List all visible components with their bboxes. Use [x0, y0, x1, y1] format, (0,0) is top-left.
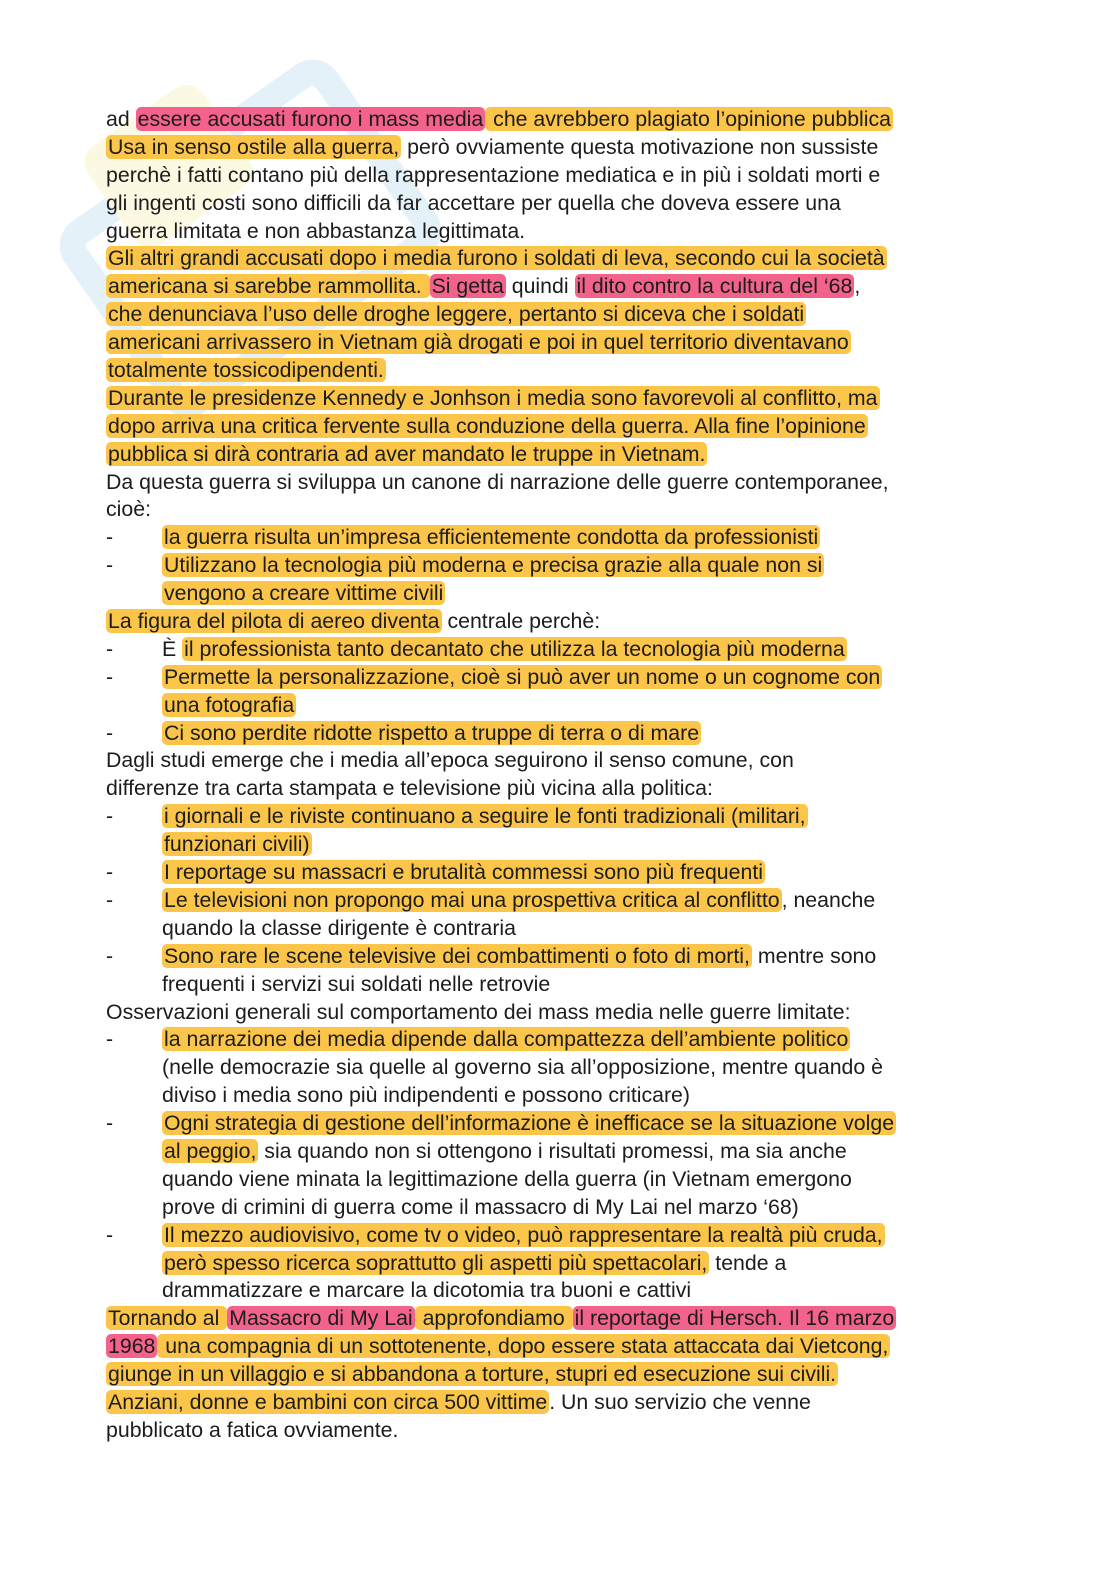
- list-item: [106, 859, 1026, 887]
- text-line: [106, 608, 1026, 636]
- text-run: È: [162, 636, 183, 661]
- highlight-yellow: Ogni strategia di gestione dell’informazione è inefficace se la situazione volge: [164, 1111, 895, 1136]
- list-item: [106, 552, 1026, 580]
- text-line: [106, 1333, 1026, 1361]
- highlight-yellow: I reportage su massacri e brutalità commessi sono più frequenti: [164, 860, 763, 885]
- bullet-dash: -: [106, 720, 114, 745]
- highlight-yellow: americani arrivassero in Vietnam già drogati e poi in quel territorio diventavano: [108, 330, 849, 355]
- list-item-continuation: drammatizzare e marcare la dicotomia tra buoni e cattivi: [162, 1278, 692, 1303]
- document-page: [106, 106, 1026, 1445]
- highlight-pink: Massacro di My Lai: [229, 1306, 413, 1331]
- text-line: [106, 134, 1026, 162]
- list-item: [106, 1222, 1026, 1250]
- highlight-yellow: La figura del pilota di aereo diventa: [108, 609, 440, 634]
- text-line: [106, 1305, 1026, 1333]
- text-line: [106, 273, 1026, 301]
- list-item: [106, 524, 1026, 552]
- bullet-dash: -: [106, 860, 114, 885]
- list-item: [106, 887, 1026, 915]
- list-item-continuation: quando la classe dirigente è contraria: [162, 915, 516, 940]
- text-line: [106, 1361, 1026, 1389]
- text-line: guerra limitata e non abbastanza legittimata.: [106, 218, 526, 243]
- bullet-dash: -: [106, 525, 114, 550]
- text-line: [106, 329, 1026, 357]
- text-line: [106, 413, 1026, 441]
- text-run: , neanche: [781, 887, 876, 912]
- highlight-pink: Si getta: [431, 274, 504, 299]
- list-item-continuation: (nelle democrazie sia quelle al governo sia all’opposizione, mentre quando è: [162, 1055, 883, 1080]
- highlight-yellow: Usa in senso ostile alla guerra,: [108, 134, 400, 159]
- highlight-yellow: una compagnia di un sottotenente, dopo essere stata attaccata dai Vietcong,: [159, 1334, 889, 1359]
- highlight-yellow: totalmente tossicodipendenti.: [108, 358, 384, 383]
- highlight-yellow: una fotografia: [164, 692, 295, 717]
- highlight-yellow: Durante le presidenze Kennedy e Jonhson i media sono favorevoli al conflitto, ma: [108, 385, 878, 410]
- highlight-yellow: la guerra risulta un’impresa efficientemente condotta da professionisti: [164, 525, 819, 550]
- list-item: [106, 720, 1026, 748]
- list-item-continuation: [106, 1138, 1026, 1166]
- highlight-yellow: Il mezzo audiovisivo, come tv o video, può rappresentare la realtà più cruda,: [164, 1222, 883, 1247]
- highlight-yellow: giunge in un villaggio e si abbandona a torture, stupri ed esecuzione sui civili.: [108, 1362, 837, 1387]
- list-item: [106, 1110, 1026, 1138]
- highlight-yellow: che denunciava l’uso delle droghe leggere, pertanto si diceva che i soldati: [108, 302, 805, 327]
- text-run: quindi: [505, 274, 575, 299]
- text-line: [106, 106, 1026, 134]
- list-item: [106, 1026, 1026, 1054]
- text-line: Osservazioni generali sul comportamento dei mass media nelle guerre limitate:: [106, 999, 851, 1024]
- highlight-yellow: Sono rare le scene televisive dei combattimenti o foto di morti,: [164, 943, 750, 968]
- highlight-yellow: Ci sono perdite ridotte rispetto a truppe di terra o di mare: [164, 720, 700, 745]
- highlight-yellow: Tornando al: [108, 1306, 226, 1331]
- highlight-yellow: Utilizzano la tecnologia più moderna e precisa grazie alla quale non si: [164, 553, 823, 578]
- highlight-yellow: pubblica si dirà contraria ad aver mandato le truppe in Vietnam.: [108, 441, 706, 466]
- highlight-yellow: Le televisioni non propongo mai una prospettiva critica al conflitto: [164, 887, 780, 912]
- list-item-continuation: [106, 1250, 1026, 1278]
- text-run: mentre sono: [751, 943, 877, 968]
- highlight-yellow: funzionari civili): [164, 832, 310, 857]
- text-run: sia quando non si ottengono i risultati promessi, ma sia anche: [258, 1138, 847, 1163]
- bullet-dash: -: [106, 664, 114, 689]
- list-item: [106, 943, 1026, 971]
- text-run: ad: [106, 107, 136, 131]
- bullet-dash: -: [106, 804, 114, 829]
- text-run: centrale perchè:: [441, 609, 601, 634]
- highlight-pink: essere accusati furono i mass media: [137, 107, 484, 131]
- list-item-continuation: diviso i media sono più indipendenti e possono criticare): [162, 1083, 690, 1108]
- text-run: tende a: [709, 1250, 787, 1275]
- list-item-continuation: frequenti i servizi sui soldati nelle retrovie: [162, 971, 551, 996]
- list-item: [106, 664, 1026, 692]
- text-run: però ovviamente questa motivazione non sussiste: [401, 134, 879, 159]
- bullet-dash: -: [106, 1111, 114, 1136]
- highlight-pink: il dito contro la cultura del ‘68: [576, 274, 853, 299]
- highlight-yellow: però spesso ricerca soprattutto gli aspetti più spettacolari,: [164, 1250, 708, 1275]
- list-item-continuation: quando viene minata la legittimazione della guerra (in Vietnam emergono: [162, 1166, 852, 1191]
- bullet-dash: -: [106, 1222, 114, 1247]
- text-line: [106, 441, 1026, 469]
- bullet-dash: -: [106, 1027, 114, 1052]
- bullet-dash: -: [106, 553, 114, 578]
- bullet-dash: -: [106, 943, 114, 968]
- text-line: gli ingenti costi sono difficili da far accettare per quella che doveva essere una: [106, 190, 841, 215]
- text-line: pubblicato a fatica ovviamente.: [106, 1417, 399, 1442]
- list-item-continuation: [106, 692, 1026, 720]
- highlight-yellow: il professionista tanto decantato che utilizza la tecnologia più moderna: [184, 636, 845, 661]
- highlight-pink: 1968: [108, 1334, 156, 1359]
- text-line: [106, 245, 1026, 273]
- text-line: Dagli studi emerge che i media all’epoca seguirono il senso comune, con: [106, 748, 794, 773]
- highlight-pink: il reportage di Hersch. Il 16 marzo: [574, 1306, 895, 1331]
- text-run: . Un suo servizio che venne: [549, 1389, 811, 1414]
- highlight-yellow: Permette la personalizzazione, cioè si può aver un nome o un cognome con: [164, 664, 881, 689]
- highlight-yellow: al peggio,: [164, 1138, 257, 1163]
- text-line: Da questa guerra si sviluppa un canone di narrazione delle guerre contemporanee,: [106, 469, 889, 494]
- text-line: [106, 1389, 1026, 1417]
- list-item-continuation: [106, 580, 1026, 608]
- list-item: [106, 803, 1026, 831]
- text-line: perchè i fatti contano più della rappresentazione mediatica e in più i soldati morti e: [106, 162, 881, 187]
- highlight-yellow: che avrebbero plagiato l’opinione pubblica: [487, 107, 891, 131]
- text-line: cioè:: [106, 497, 151, 522]
- text-line: differenze tra carta stampata e televisione più vicina alla politica:: [106, 776, 713, 801]
- highlight-yellow: Gli altri grandi accusati dopo i media furono i soldati di leva, secondo cui la società: [108, 246, 885, 271]
- highlight-yellow: i giornali e le riviste continuano a seguire le fonti tradizionali (militari,: [164, 804, 806, 829]
- highlight-yellow: dopo arriva una critica fervente sulla conduzione della guerra. Alla fine l’opinione: [108, 413, 866, 438]
- bullet-dash: -: [106, 887, 114, 912]
- text-line: [106, 385, 1026, 413]
- text-line: [106, 301, 1026, 329]
- highlight-yellow: vengono a creare vittime civili: [164, 581, 444, 606]
- highlight-yellow: Anziani, donne e bambini con circa 500 vittime: [108, 1389, 548, 1414]
- list-item-continuation: [106, 831, 1026, 859]
- highlight-yellow: approfondiamo: [416, 1306, 571, 1331]
- text-line: [106, 357, 1026, 385]
- text-run: ,: [854, 274, 861, 299]
- list-item-continuation: prove di crimini di guerra come il massacro di My Lai nel marzo ‘68): [162, 1194, 799, 1219]
- highlight-yellow: americana si sarebbe rammollita.: [108, 274, 428, 299]
- bullet-dash: -: [106, 636, 114, 661]
- list-item: [106, 636, 1026, 664]
- highlight-yellow: la narrazione dei media dipende dalla compattezza dell’ambiente politico: [164, 1027, 849, 1052]
